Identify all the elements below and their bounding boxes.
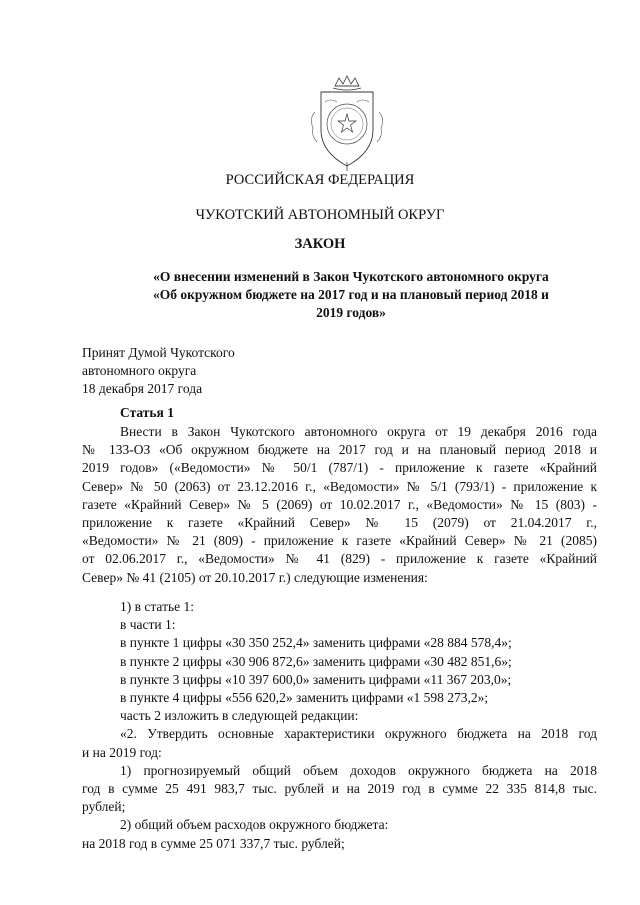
adoption-note-line-2: автономного округа: [82, 363, 197, 378]
point2-line-1: 2) общий объем расходов окружного бюджета:: [120, 817, 389, 833]
intro-line: Север» № 50 (2063) от 23.12.2016 г., «Ведомости» № 5/1 (793/1) - приложение к: [82, 478, 597, 494]
list-item: в пункте 1 цифры «30 350 252,4» заменить цифрами «28 884 578,4»;: [120, 635, 512, 651]
law-title: [112, 268, 590, 322]
intro-line: приложение к газете «Крайний Север» № 15 (2079) от 21.04.2017 г.,: [82, 515, 597, 531]
adoption-note: [82, 344, 235, 398]
list-item: в пункте 4 цифры «556 620,2» заменить цифрами «1 598 273,2»;: [120, 690, 489, 706]
coat-of-arms-emblem: [295, 72, 399, 172]
law-title-line-2: «Об окружном бюджете на 2017 год и на плановый период 2018 и: [153, 287, 549, 302]
intro-line: № 133-ОЗ «Об окружном бюджете на 2017 год и на плановый период 2018 и: [82, 442, 597, 458]
intro-line: «Ведомости» № 21 (809) - приложение к газете «Крайний Север» № 21 (2085): [82, 533, 597, 549]
point1-line-3: рублей;: [82, 799, 126, 815]
list-item: в пункте 3 цифры «10 397 600,0» заменить цифрами «11 367 203,0»;: [120, 671, 512, 687]
list-item: в части 1:: [120, 617, 176, 633]
intro-line: газете «Крайний Север» № 5 (2069) от 10.02.2017 г., «Ведомости» № 15 (803) -: [82, 496, 597, 512]
law-title-line-1: «О внесении изменений в Закон Чукотского автономного округа: [153, 269, 549, 284]
intro-line: 2019 годов» («Ведомости» № 50/1 (787/1) - приложение к газете «Крайний: [82, 460, 597, 476]
article-intro-paragraph: [82, 423, 597, 587]
law-title-line-3: 2019 годов»: [316, 305, 386, 320]
intro-line: от 02.06.2017 г., «Ведомости» № 41 (829) - приложение к газете «Крайний: [82, 551, 597, 567]
list-item: 1) в статье 1:: [120, 599, 194, 614]
adoption-note-line-1: Принят Думой Чукотского: [82, 345, 235, 360]
intro-line: Север» № 41 (2105) от 20.10.2017 г.) следующие изменения:: [82, 569, 428, 585]
region-heading: ЧУКОТСКИЙ АВТОНОМНЫЙ ОКРУГ: [195, 207, 445, 223]
country-heading: РОССИЙСКАЯ ФЕДЕРАЦИЯ: [225, 172, 415, 188]
amendment-items-list: [82, 598, 597, 853]
point1-line-2: год в сумме 25 491 983,7 тыс. рублей и на 2019 год в сумме 22 335 814,8 тыс.: [82, 781, 597, 797]
document-type-heading: ЗАКОН: [294, 236, 346, 252]
point2-line-2: на 2018 год в сумме 25 071 337,7 тыс. рублей;: [82, 835, 345, 851]
intro-line: Внести в Закон Чукотского автономного округа от 19 декабря 2016 года: [120, 424, 597, 439]
part2-line-1: «2. Утвердить основные характеристики окружного бюджета на 2018 год: [120, 726, 597, 742]
list-item: часть 2 изложить в следующей редакции:: [120, 708, 359, 724]
article-heading: Статья 1: [120, 405, 174, 420]
part2-line-2: и на 2019 год:: [82, 744, 162, 760]
adoption-date: 18 декабря 2017 года: [82, 381, 203, 396]
list-item: в пункте 2 цифры «30 906 872,6» заменить цифрами «30 482 851,6»;: [120, 653, 512, 669]
point1-line-1: 1) прогнозируемый общий объем доходов окружного бюджета на 2018: [120, 762, 597, 778]
